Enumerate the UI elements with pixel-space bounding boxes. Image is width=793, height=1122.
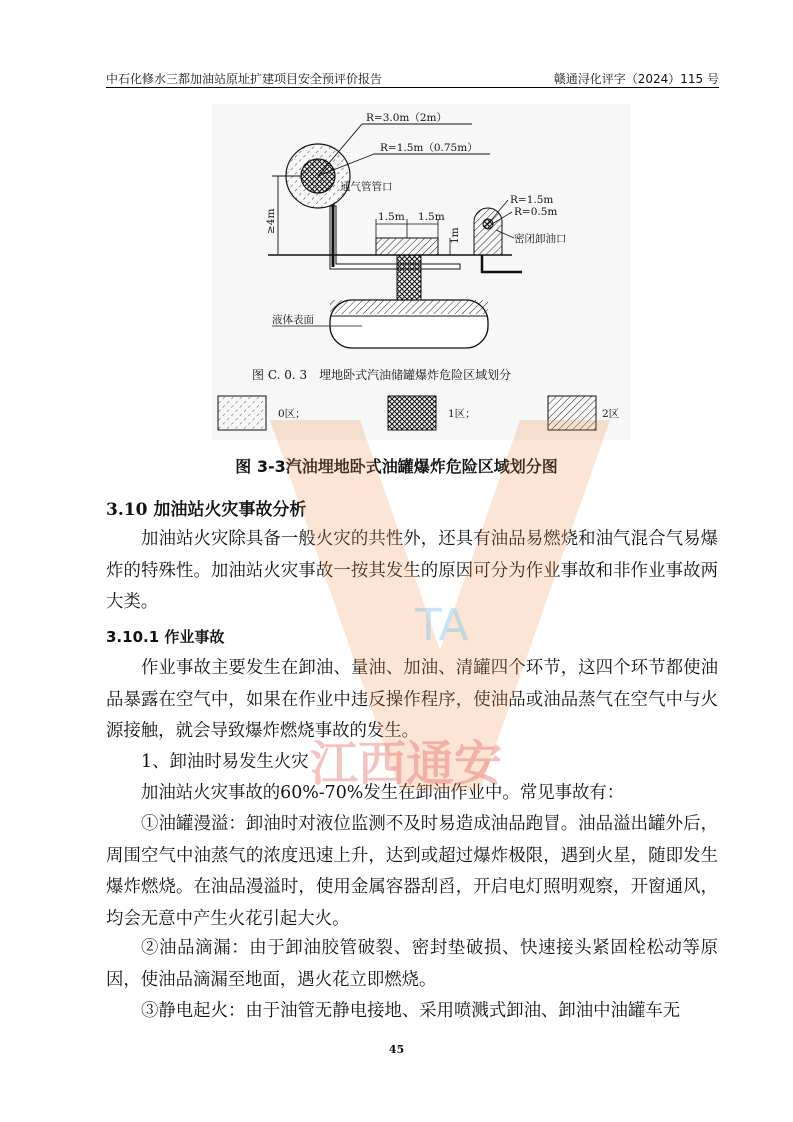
- header-report-title: 中石化修水三都加油站原址扩建项目安全预评价报告: [106, 72, 383, 86]
- label-liquid-surface: 液体表面: [272, 314, 314, 326]
- label-r15: R=1.5m: [510, 194, 554, 206]
- label-w2: 1.5m: [418, 211, 445, 223]
- paragraph-intro: 加油站火灾除具备一般火灾的共性外，还具有油品易燃烧和油气混合气易爆炸的特殊性。加油站火灾事故一按其发生的原因可分为作业事故和非作业事故两大类。: [106, 529, 718, 612]
- legend-zone1: 1区；: [448, 408, 476, 420]
- label-r-outer: R=3.0m（2m）: [366, 112, 447, 124]
- label-inner-caption: 图 C. 0. 3 埋地卧式汽油储罐爆炸危险区域划分: [252, 368, 512, 382]
- header-report-number: 赣通浔化评字（2024）115 号: [553, 72, 719, 86]
- figure-caption: 图 3-3汽油埋地卧式油罐爆炸危险区域划分图: [235, 457, 558, 476]
- label-r-inner: R=1.5m（0.75m）: [380, 142, 478, 154]
- hazard-zone-diagram: [212, 104, 630, 440]
- label-w1: 1.5m: [378, 211, 405, 223]
- paragraph-unloading-rate: 加油站火灾事故的60%-70%发生在卸油作业中。常见事故有：: [141, 783, 625, 803]
- manhole-riser: [397, 255, 421, 301]
- subsection-heading: 3.10.1 作业事故: [106, 628, 225, 646]
- paragraph-operation: 作业事故主要发生在卸油、量油、加油、清罐四个环节，这四个环节都使油品暴露在空气中，如果在作业中违反操作程序，使油品或油品蒸气在空气中与火源接触，就会导致爆炸燃烧事故的发生。: [106, 658, 718, 741]
- section-heading: 3.10 加油站火灾事故分析: [106, 500, 307, 520]
- label-r05: R=0.5m: [514, 206, 558, 218]
- legend-zone0: 0区；: [278, 408, 306, 420]
- watermark-text: 江西通安: [310, 736, 503, 790]
- paragraph-drip: ②油品滴漏：由于卸油胶管破裂、密封垫破损、快速接头紧固栓松动等原因，使油品滴漏至地面，遇火花立即燃烧。: [106, 938, 718, 990]
- label-sealed-port: 密闭卸油口: [514, 233, 567, 245]
- page-number: 45: [388, 1043, 405, 1056]
- label-height: ≥4m: [265, 208, 277, 234]
- manhole-zone: [376, 238, 438, 255]
- paragraph-unloading-title: 1、卸油时易发生火灾: [141, 752, 309, 772]
- paragraph-static: ③静电起火：由于油管无静电接地、采用喷溅式卸油、卸油中油罐车无: [141, 1001, 681, 1021]
- page-header: [106, 66, 719, 88]
- legend-zone2: 2区: [602, 408, 620, 420]
- watermark-letters: TA: [415, 600, 469, 651]
- paragraph-overflow: ①油罐漫溢：卸油时对液位监测不及时易造成油品跑冒。油品溢出罐外后，周围空气中油蒸气的浓度迅速上升，达到或超过爆炸极限，遇到火星，随即发生爆炸燃烧。在油品漫溢时，使用金属容器刮舀，开启电灯照明观察，开窗通风，均会无意中产生火花引起大火。: [106, 814, 718, 929]
- header-rule: [106, 87, 719, 88]
- label-vent: 通气管管口: [340, 181, 393, 193]
- label-depth: 1m: [449, 227, 461, 244]
